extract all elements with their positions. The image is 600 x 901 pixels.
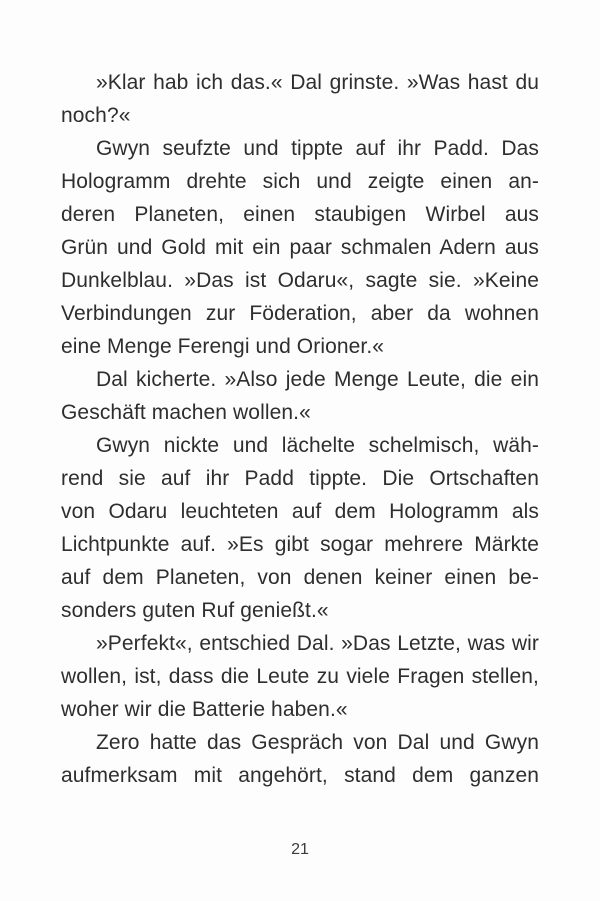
text-line: Dunkelblau. »Das ist Odaru«, sagte sie. »Keine — [61, 269, 539, 292]
paragraph — [61, 726, 539, 792]
text-line: von Odaru leuchteten auf dem Hologramm als — [61, 500, 539, 523]
text-line: Zero hatte das Gespräch von Dal und Gwyn — [96, 731, 539, 754]
text-line: Dal kicherte. »Also jede Menge Leute, die ein — [96, 368, 539, 391]
paragraph — [61, 66, 539, 132]
page-number: 21 — [291, 841, 309, 858]
paragraph — [61, 132, 539, 363]
text-line: eine Menge Ferengi und Orioner.« — [61, 335, 385, 358]
text-line: rend sie auf ihr Padd tippte. Die Ortschaften — [61, 467, 539, 490]
text-line: Geschäft machen wollen.« — [61, 401, 311, 424]
paragraph — [61, 627, 539, 726]
text-line: Hologramm drehte sich und zeigte einen an- — [61, 170, 539, 193]
paragraph — [61, 429, 539, 627]
text-line: »Perfekt«, entschied Dal. »Das Letzte, was wir — [96, 632, 539, 655]
text-line: wollen, ist, dass die Leute zu viele Fragen stellen, — [61, 665, 539, 688]
text-line: Gwyn seufzte und tippte auf ihr Padd. Das — [96, 137, 539, 160]
text-line: woher wir die Batterie haben.« — [61, 698, 348, 721]
text-line: deren Planeten, einen staubigen Wirbel aus — [61, 203, 539, 226]
text-line: Lichtpunkte auf. »Es gibt sogar mehrere Märkte — [61, 533, 539, 556]
text-line: Grün und Gold mit ein paar schmalen Adern aus — [61, 236, 539, 259]
text-block — [61, 66, 539, 792]
text-line: sonders guten Ruf genießt.« — [61, 599, 329, 622]
paragraph — [61, 363, 539, 429]
text-line: noch?« — [61, 104, 131, 127]
text-line: »Klar hab ich das.« Dal grinste. »Was hast du — [96, 71, 539, 94]
text-line: aufmerksam mit angehört, stand dem ganzen — [61, 764, 539, 787]
text-line: auf dem Planeten, von denen keiner einen be- — [61, 566, 539, 589]
text-line: Verbindungen zur Föderation, aber da wohnen — [61, 302, 539, 325]
text-line: Gwyn nickte und lächelte schelmisch, wäh- — [96, 434, 539, 457]
